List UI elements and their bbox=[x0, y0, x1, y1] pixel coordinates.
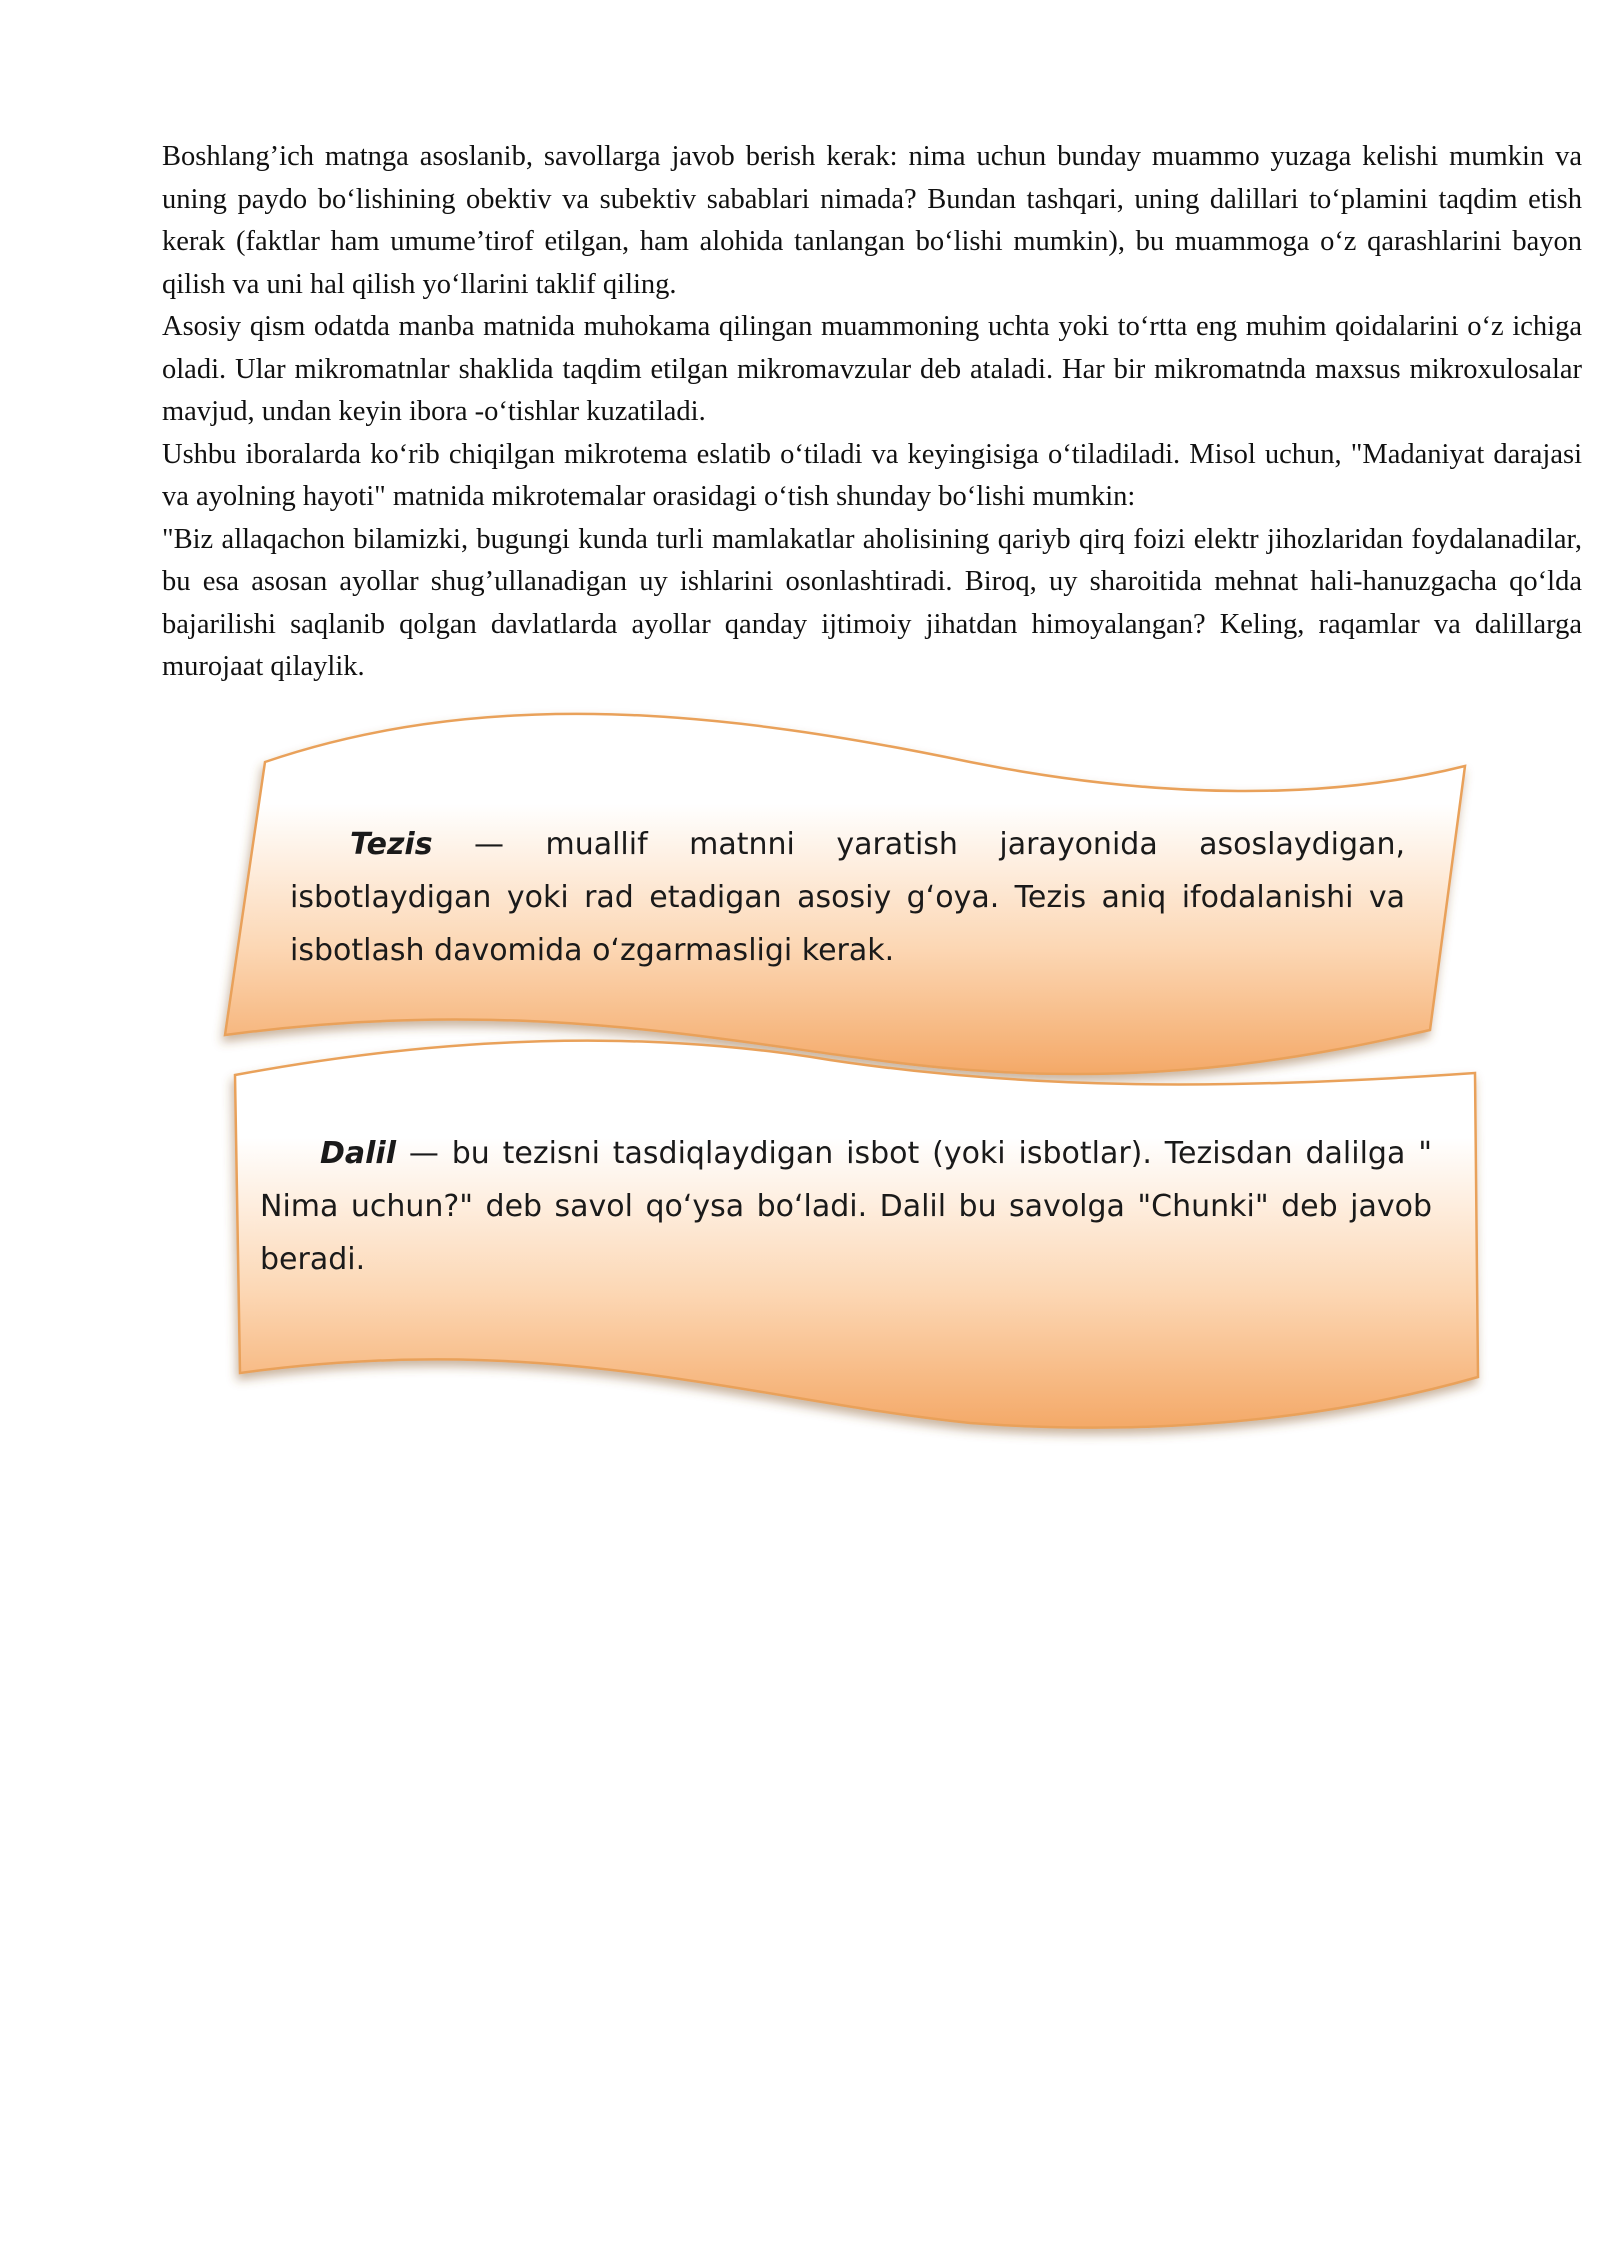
dalil-banner bbox=[210, 1035, 1490, 1455]
dalil-term: Dalil bbox=[320, 1136, 396, 1171]
paragraph-2: Asosiy qism odatda manba matnida muhokama qilingan muammoning uchta yoki to‘rtta eng muhim qoidalarini o‘z ichiga oladi. Ular mikromatnlar shaklida taqdim etilgan mikromavzular deb ataladi. Har bir mikromatnda maxsus mikroxulosalar mavjud, undan keyin ibora -o‘tishlar kuzatiladi. bbox=[162, 311, 1582, 427]
paragraph-4: "Biz allaqachon bilamizki, bugungi kunda turli mamlakatlar aholisining qariyb qirq foizi elektr jihozlaridan foydalanadilar, bu esa asosan ayollar shug’ullanadigan uy ishlarini osonlashtiradi. Biroq, uy sharoitida mehnat hali-hanuzgacha qo‘lda bajarilishi saqlanib qolgan davlatlarda ayollar qanday ijtimoiy jihatdan himoyalangan? Keling, raqamlar va dalillarga murojaat qilaylik. bbox=[162, 523, 1582, 682]
dalil-definition bbox=[260, 1127, 1432, 1286]
tezis-definition bbox=[290, 818, 1405, 977]
paragraph-3: Ushbu iboralarda ko‘rib chiqilgan mikrotema eslatib o‘tiladi va keyingisiga o‘tiladiladi. Misol uchun, "Madaniyat darajasi va ayolning hayoti" matnida mikrotemalar orasidagi o‘tish shunday bo‘lishi mumkin: bbox=[162, 438, 1582, 512]
paragraph-1: Boshlang’ich matnga asoslanib, savollarga javob berish kerak: nima uchun bunday muammo yuzaga kelishi mumkin va uning paydo bo‘lishining obektiv va subektiv sabablari nimada? Bundan tashqari, uning dalillari to‘plamini taqdim etish kerak (faktlar ham umume’tirof etilgan, ham alohida tanlangan bo‘lishi mumkin), bu muammoga o‘z qarashlarini bayon qilish va uni hal qilish yo‘llarini taklif qiling. bbox=[162, 141, 1582, 300]
dalil-text: — bu tezisni tasdiqlaydigan isbot (yoki isbotlar). Tezisdan dalilga " Nima uchun?" deb savol qo‘ysa bo‘ladi. Dalil bu savolga "Chunki" deb javob beradi. bbox=[260, 1136, 1432, 1277]
tezis-text: — muallif matnni yaratish jarayonida asoslaydigan, isbotlaydigan yoki rad etadigan asosiy g‘oya. Tezis aniq ifodalanishi va isbotlash davomida o‘zgarmasligi kerak. bbox=[290, 827, 1405, 968]
tezis-term: Tezis bbox=[350, 827, 433, 862]
body-text bbox=[162, 136, 1582, 689]
